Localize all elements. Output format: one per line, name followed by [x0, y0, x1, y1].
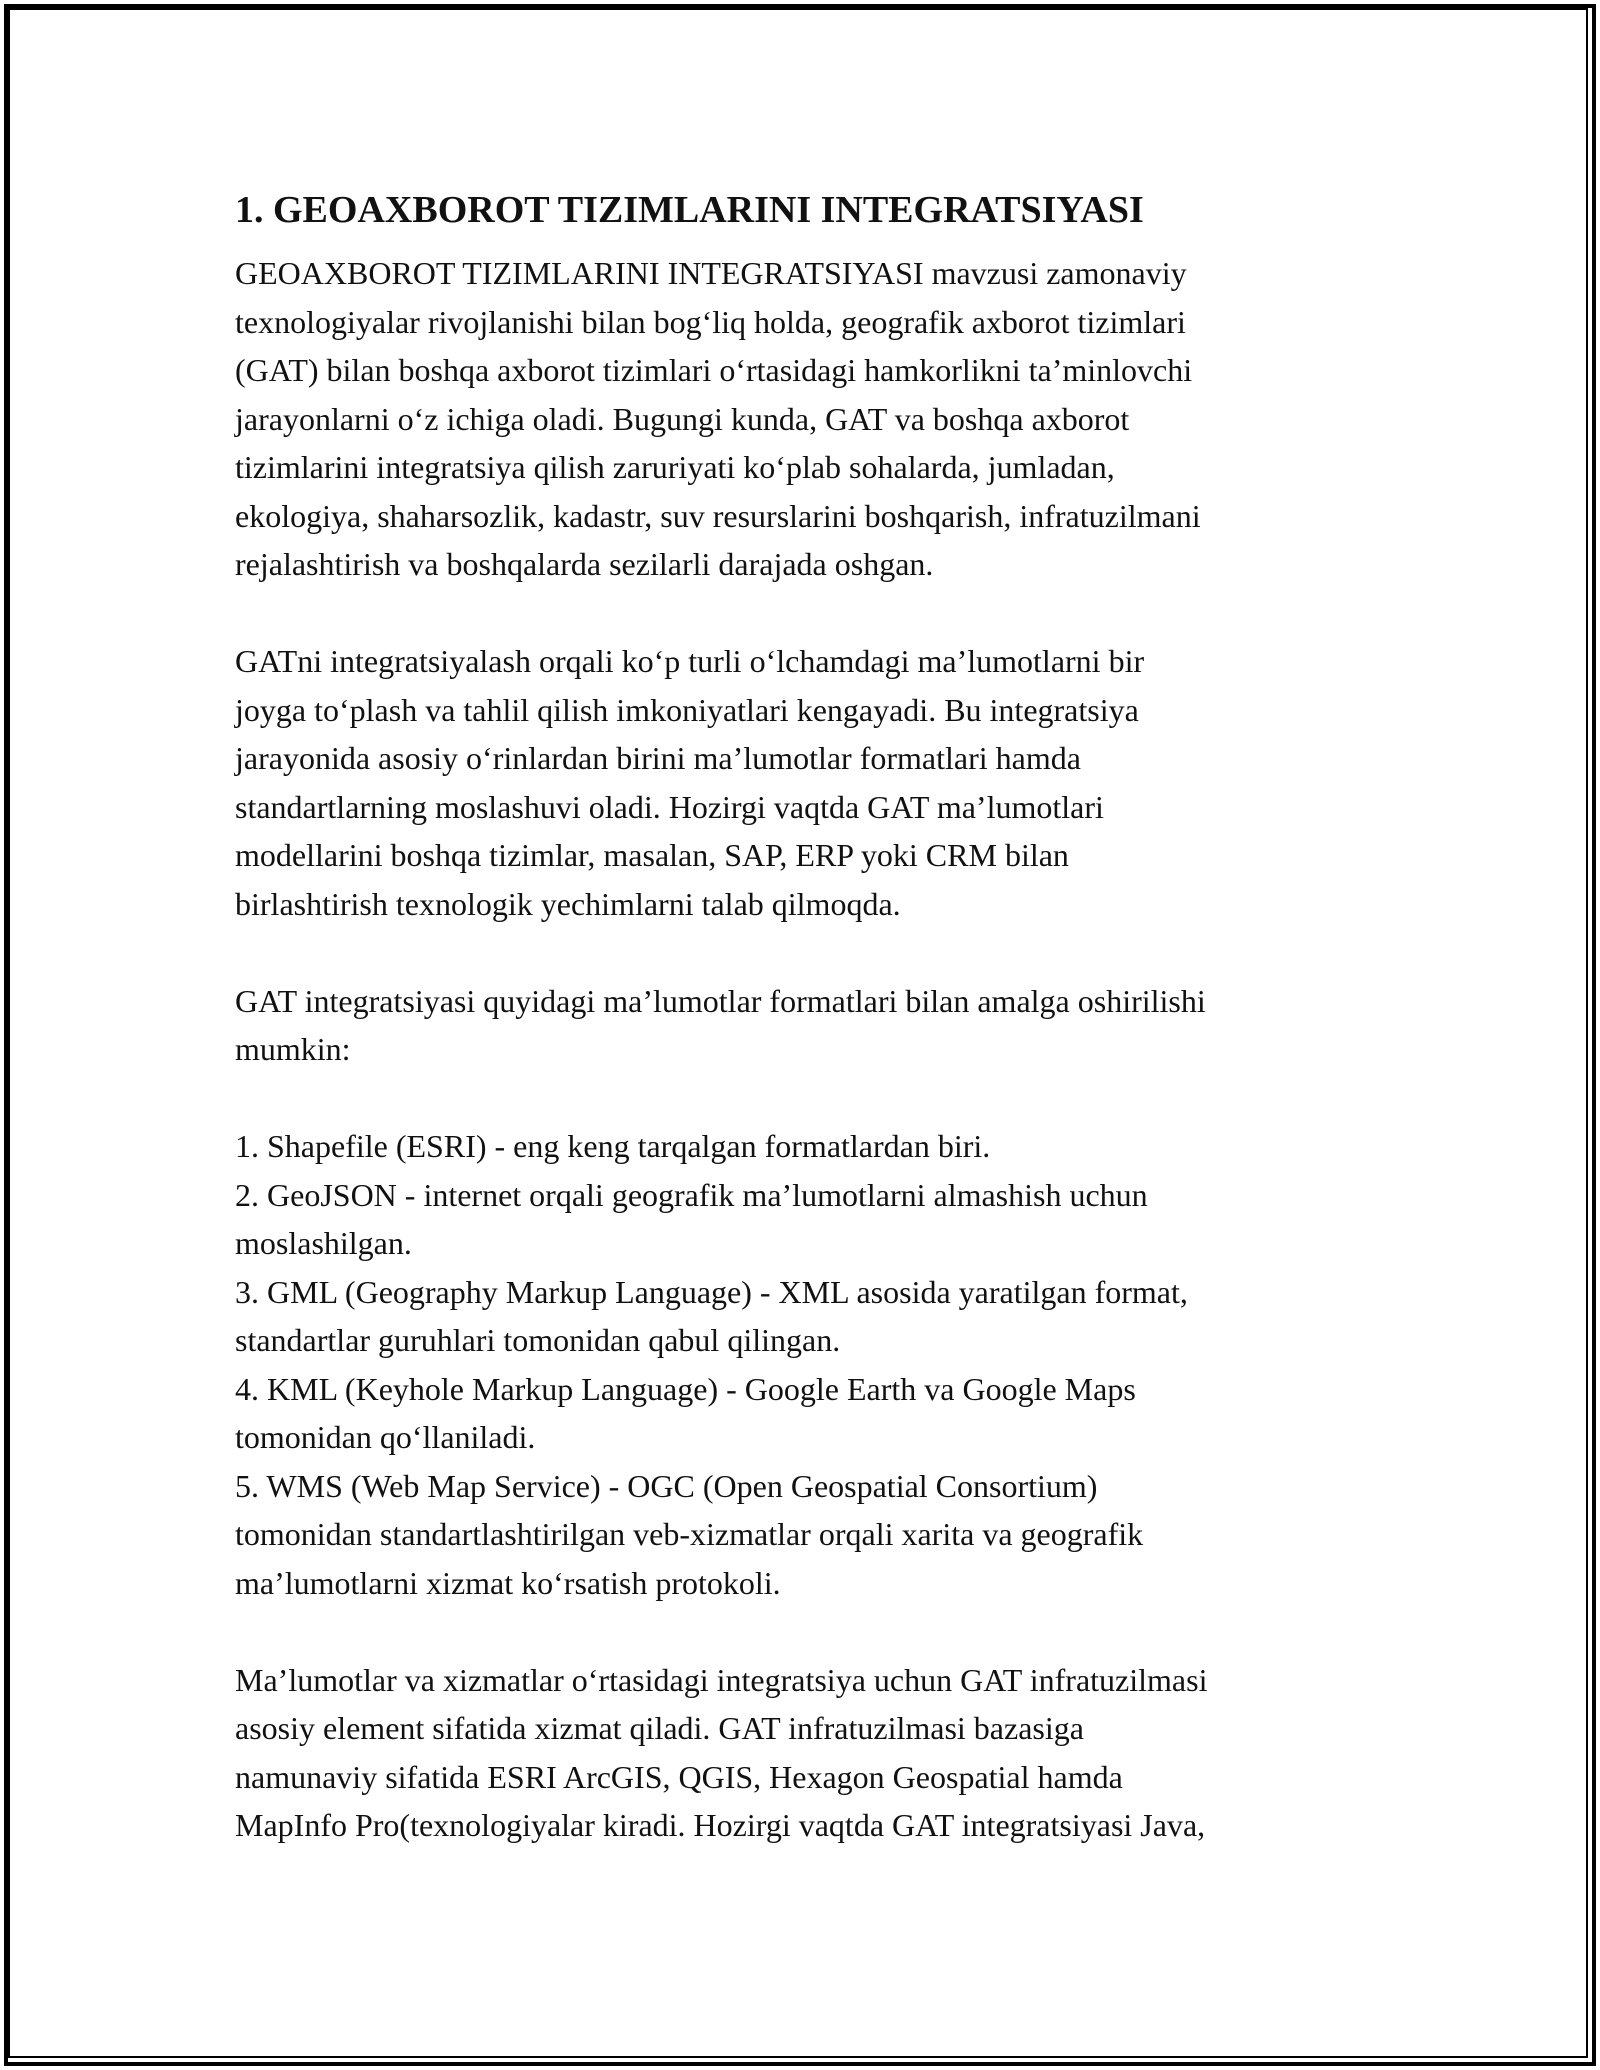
paragraph-line: MapInfo Pro(texnologiyalar kiradi. Hozirgi vaqtda GAT integratsiyasi Java,: [235, 1807, 1206, 1843]
paragraph-line: rejalashtirish va boshqalarda sezilarli darajada oshgan.: [235, 546, 934, 582]
paragraph-line: GATni integratsiyalash orqali ko‘p turli o‘lchamdagi ma’lumotlarni bir: [235, 643, 1145, 679]
list-item-line: standartlar guruhlari tomonidan qabul qilingan.: [235, 1322, 841, 1358]
paragraph-infrastructure: [235, 1656, 1385, 1850]
paragraph-line: modellarini boshqa tizimlar, masalan, SAP, ERP yoki CRM bilan: [235, 837, 1069, 873]
list-item-line: ma’lumotlarni xizmat ko‘rsatish protokoli.: [235, 1564, 781, 1601]
paragraph-line: mumkin:: [235, 1031, 351, 1067]
formats-list: [235, 1122, 1385, 1607]
paragraph-formats-intro: [235, 977, 1385, 1074]
paragraph-line: texnologiyalar rivojlanishi bilan bog‘liq holda, geografik axborot tizimlari: [235, 303, 1186, 340]
list-item-line: moslashilgan.: [235, 1225, 412, 1261]
paragraph-line: birlashtirish texnologik yechimlarni talab qilmoqda.: [235, 885, 901, 922]
section-heading: 1. GEOAXBOROT TIZIMLARINI INTEGRATSIYASI: [235, 189, 1144, 231]
paragraph-line: (GAT) bilan boshqa axborot tizimlari o‘rtasidagi hamkorlikni ta’minlovchi: [235, 352, 1193, 388]
list-item: [235, 1365, 1385, 1462]
list-item: [235, 1171, 1385, 1268]
paragraph-integration: [235, 637, 1385, 928]
paragraph-line: jarayonida asosiy o‘rinlardan birini ma’lumotlar formatlari hamda: [235, 740, 1081, 776]
document-body: [235, 185, 1385, 1898]
paragraph-line: Ma’lumotlar va xizmatlar o‘rtasidagi integratsiya uchun GAT infratuzilmasi: [235, 1661, 1208, 1698]
paragraph-line: GEOAXBOROT TIZIMLARINI INTEGRATSIYASI mavzusi zamonaviy: [235, 255, 1187, 291]
paragraph-line: joyga to‘plash va tahlil qilish imkoniyatlari kengayadi. Bu integratsiya: [235, 691, 1139, 728]
paragraph-line: GAT integratsiyasi quyidagi ma’lumotlar formatlari bilan amalga oshirilishi: [235, 982, 1206, 1019]
list-item-line: tomonidan qo‘llaniladi.: [235, 1419, 536, 1455]
list-item-line: 3. GML (Geography Markup Language) - XML asosida yaratilgan format,: [235, 1273, 1188, 1310]
paragraph-line: standartlarning moslashuvi oladi. Hozirgi vaqtda GAT ma’lumotlari: [235, 788, 1104, 825]
list-item-line: tomonidan standartlashtirilgan veb-xizmatlar orqali xarita va geografik: [235, 1516, 1144, 1552]
list-item: [235, 1122, 1385, 1171]
paragraph-line: namunaviy sifatida ESRI ArcGIS, QGIS, Hexagon Geospatial hamda: [235, 1758, 1123, 1795]
list-item-line: 1. Shapefile (ESRI) - eng keng tarqalgan formatlardan biri.: [235, 1128, 991, 1164]
paragraph-line: tizimlarini integratsiya qilish zaruriyati ko‘plab sohalarda, jumladan,: [235, 449, 1115, 485]
list-item: [235, 1462, 1385, 1608]
list-item-line: 5. WMS (Web Map Service) - OGC (Open Geospatial Consortium): [235, 1467, 1098, 1504]
list-item-line: 2. GeoJSON - internet orqali geografik ma’lumotlarni almashish uchun: [235, 1176, 1148, 1213]
list-item-line: 4. KML (Keyhole Markup Language) - Google Earth va Google Maps: [235, 1370, 1136, 1407]
paragraph-line: jarayonlarni o‘z ichiga oladi. Bugungi kunda, GAT va boshqa axborot: [235, 400, 1130, 437]
list-item: [235, 1268, 1385, 1365]
paragraph-line: ekologiya, shaharsozlik, kadastr, suv resurslarini boshqarish, infratuzilmani: [235, 497, 1201, 534]
paragraph-intro: [235, 249, 1385, 589]
paragraph-line: asosiy element sifatida xizmat qiladi. GAT infratuzilmasi bazasiga: [235, 1710, 1084, 1746]
